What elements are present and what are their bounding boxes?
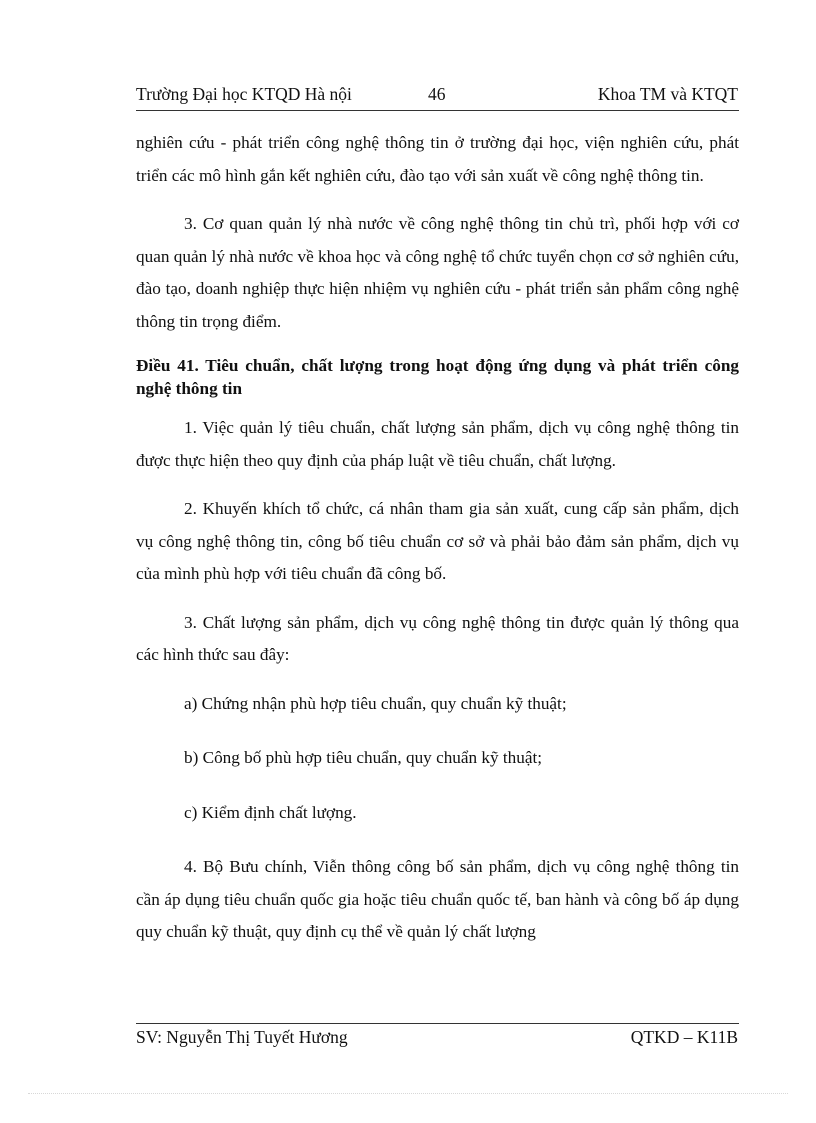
- page-header: [136, 84, 738, 108]
- footer-divider: [136, 1023, 739, 1024]
- page-edge-dotted-line: [28, 1093, 788, 1094]
- article-41-clause-1: 1. Việc quản lý tiêu chuẩn, chất lượng sản phẩm, dịch vụ công nghệ thông tin được thực hiện theo quy định của pháp luật về tiêu chuẩn, chất lượng.: [136, 418, 739, 470]
- list-item-b: b) Công bố phù hợp tiêu chuẩn, quy chuẩn kỹ thuật;: [184, 748, 543, 767]
- article-41-clause-2: 2. Khuyến khích tổ chức, cá nhân tham gia sản xuất, cung cấp sản phẩm, dịch vụ công nghệ thông tin, công bố tiêu chuẩn cơ sở và phải bảo đảm sản phẩm, dịch vụ của mình phù hợp với tiêu chuẩn đã công bố.: [136, 499, 739, 583]
- article-heading: Điều 41. Tiêu chuẩn, chất lượng trong hoạt động ứng dụng và phát triển công nghệ thông tin: [136, 356, 739, 398]
- footer-student: SV: Nguyễn Thị Tuyết Hương: [136, 1027, 348, 1047]
- header-divider: [136, 110, 739, 111]
- paragraph-continuation: nghiên cứu - phát triển công nghệ thông tin ở trường đại học, viện nghiên cứu, phát triển các mô hình gắn kết nghiên cứu, đào tạo với sản xuất về công nghệ thông tin.: [136, 133, 739, 185]
- footer-class: QTKD – K11B: [630, 1027, 738, 1047]
- header-faculty: Khoa TM và KTQT: [597, 84, 738, 104]
- article-41-clause-4: 4. Bộ Bưu chính, Viễn thông công bố sản phẩm, dịch vụ công nghệ thông tin cần áp dụng tiêu chuẩn quốc gia hoặc tiêu chuẩn quốc tế, ban hành và công bố áp dụng quy chuẩn kỹ thuật, quy định cụ thể về quản lý chất lượng: [136, 857, 739, 941]
- page-number: 46: [428, 84, 446, 104]
- page-footer: [136, 1027, 738, 1051]
- list-item-c: c) Kiểm định chất lượng.: [184, 802, 357, 822]
- document-body: [136, 127, 739, 965]
- list-item-a: a) Chứng nhận phù hợp tiêu chuẩn, quy chuẩn kỹ thuật;: [184, 693, 567, 713]
- paragraph-clause-3: 3. Cơ quan quản lý nhà nước về công nghệ thông tin chủ trì, phối hợp với cơ quan quản lý nhà nước về khoa học và công nghệ tổ chức tuyển chọn cơ sở nghiên cứu, đào tạo, doanh nghiệp thực hiện nhiệm vụ nghiên cứu - phát triển sản phẩm công nghệ thông tin trọng điểm.: [136, 214, 739, 331]
- header-university: Trường Đại học KTQD Hà nội: [136, 84, 352, 104]
- article-41-clause-3: 3. Chất lượng sản phẩm, dịch vụ công nghệ thông tin được quản lý thông qua các hình thức sau đây:: [136, 612, 739, 664]
